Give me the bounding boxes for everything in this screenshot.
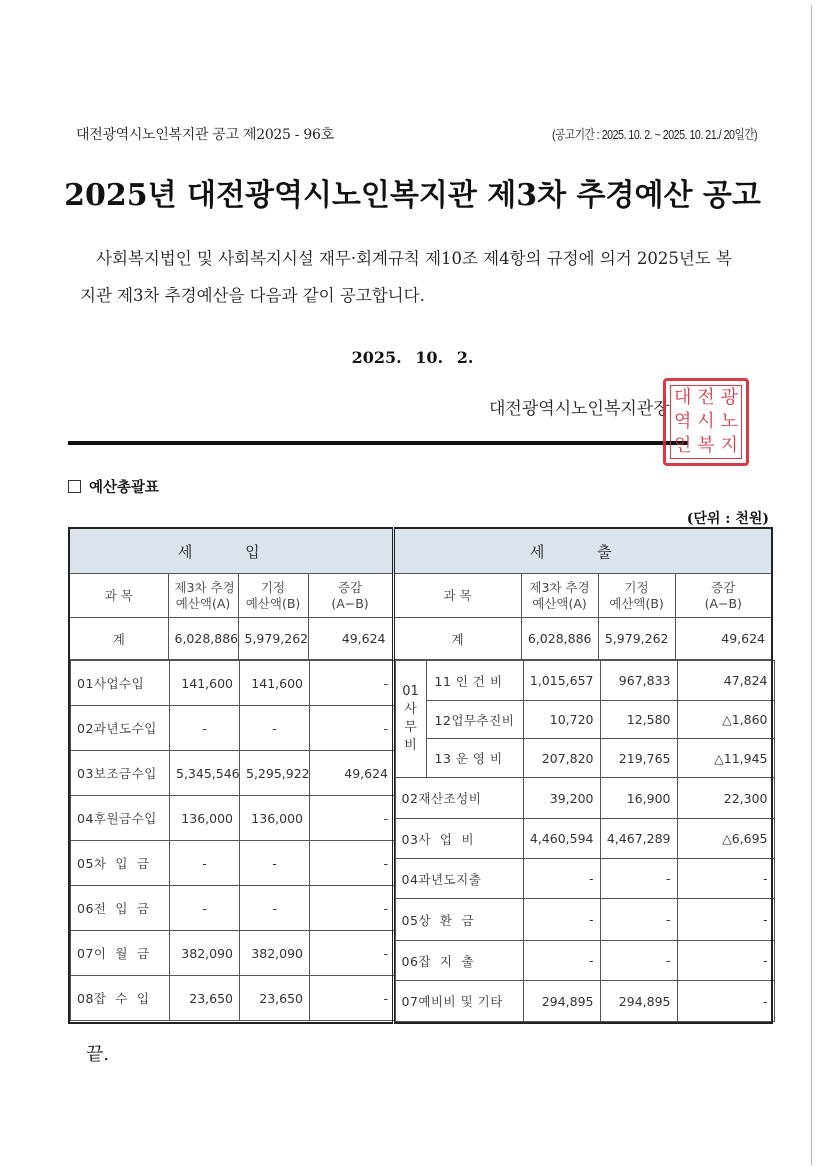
cell: 13 운 영 비 xyxy=(426,739,523,778)
col-diff: 증감 (A−B) xyxy=(308,574,393,618)
cell: - xyxy=(240,841,310,886)
cell: 02과년도수입 xyxy=(71,706,170,751)
cell: - xyxy=(240,706,310,751)
col-subject: 과 목 xyxy=(393,574,521,618)
cell: - xyxy=(170,841,240,886)
table-row xyxy=(71,886,395,931)
cell: 6,028,886 xyxy=(521,618,598,660)
cell: - xyxy=(170,886,240,931)
cell: 49,624 xyxy=(310,751,395,796)
cell: - xyxy=(310,706,395,751)
col-amount-a: 제3차 추경 예산액(A) xyxy=(168,574,238,618)
cell: 23,650 xyxy=(170,976,240,1021)
cell: 16,900 xyxy=(600,778,677,819)
table-row xyxy=(71,661,395,706)
budget-summary-table xyxy=(68,527,773,1024)
notice-period: (공고기간 : 2025. 10. 2. ~ 2025. 10. 21./ 20일간) xyxy=(551,127,757,142)
table-row xyxy=(71,931,395,976)
cell: 294,895 xyxy=(600,981,677,1022)
col-diff: 증감 (A−B) xyxy=(675,574,772,618)
cell: 07예비비 및 기타 xyxy=(395,981,523,1022)
revenue-header: 세 입 xyxy=(69,528,393,574)
table-row xyxy=(71,706,395,751)
official-seal-icon xyxy=(663,378,749,466)
cell: - xyxy=(310,931,395,976)
col-amount-b: 기정 예산액(B) xyxy=(598,574,675,618)
cell: 03사 업 비 xyxy=(395,819,523,859)
cell: - xyxy=(310,886,395,931)
cell: 967,833 xyxy=(600,661,677,701)
table-row xyxy=(395,661,774,701)
col-amount-a: 제3차 추경 예산액(A) xyxy=(521,574,598,618)
total-row xyxy=(69,618,772,660)
cell: 49,624 xyxy=(308,618,393,660)
table-column-header-row xyxy=(69,574,772,618)
cell: 11 인 건 비 xyxy=(426,661,523,701)
cell: - xyxy=(310,976,395,1021)
cell: 04과년도지출 xyxy=(395,859,523,899)
cell: 294,895 xyxy=(523,981,600,1022)
cell: - xyxy=(523,859,600,899)
cell: - xyxy=(310,661,395,706)
cell: - xyxy=(310,796,395,841)
notice-date: 2025. 10. 2. xyxy=(351,348,474,367)
cell: 1,015,657 xyxy=(523,661,600,701)
end-mark: 끝. xyxy=(86,1044,110,1065)
cell: 6,028,886 xyxy=(168,618,238,660)
table-row xyxy=(395,941,774,981)
table-row xyxy=(395,778,774,819)
col-subject: 과 목 xyxy=(69,574,168,618)
section-heading xyxy=(68,476,159,497)
page-title: 2025년 대전광역시노인복지관 제3차 추경예산 공고 xyxy=(64,178,761,213)
cell: 382,090 xyxy=(170,931,240,976)
cell: 08잡 수 입 xyxy=(71,976,170,1021)
table-row xyxy=(395,701,774,739)
cell: △1,860 xyxy=(677,701,774,739)
cell: 141,600 xyxy=(170,661,240,706)
cell: 06잡 지 출 xyxy=(395,941,523,981)
cell: 10,720 xyxy=(523,701,600,739)
header-divider xyxy=(68,441,688,445)
cell: - xyxy=(240,886,310,931)
total-label: 계 xyxy=(393,618,521,660)
cell: 12업무추진비 xyxy=(426,701,523,739)
seal-char: 광 xyxy=(720,387,739,408)
cell: - xyxy=(677,899,774,941)
table-row xyxy=(71,796,395,841)
cell: - xyxy=(600,859,677,899)
section-label: 예산총괄표 xyxy=(89,479,160,496)
cell: - xyxy=(677,859,774,899)
cell: 141,600 xyxy=(240,661,310,706)
cell: 07이 월 금 xyxy=(71,931,170,976)
cell: 207,820 xyxy=(523,739,600,778)
total-label: 계 xyxy=(69,618,168,660)
cell: 22,300 xyxy=(677,778,774,819)
cell: 23,650 xyxy=(240,976,310,1021)
seal-char: 전 xyxy=(697,387,715,408)
table-row xyxy=(395,819,774,859)
cell: - xyxy=(600,899,677,941)
seal-char: 시 xyxy=(697,411,715,432)
cell: - xyxy=(523,899,600,941)
table-row xyxy=(395,899,774,941)
cell: - xyxy=(677,941,774,981)
expense-header: 세 출 xyxy=(393,528,772,574)
cell: 136,000 xyxy=(240,796,310,841)
table-row xyxy=(71,976,395,1021)
cell: 5,979,262 xyxy=(238,618,308,660)
seal-char: 복 xyxy=(697,435,715,456)
cell: 47,824 xyxy=(677,661,774,701)
cell: 05상 환 금 xyxy=(395,899,523,941)
seal-char: 인 xyxy=(673,435,692,456)
signer-name: 대전광역시노인복지관장 xyxy=(489,399,670,419)
expense-body xyxy=(393,660,772,1024)
cell: 04후원금수입 xyxy=(71,796,170,841)
cell: 06전 입 금 xyxy=(71,886,170,931)
seal-char: 대 xyxy=(673,387,692,408)
cell: 05차 입 금 xyxy=(71,841,170,886)
table-row xyxy=(71,841,395,886)
cell: △11,945 xyxy=(677,739,774,778)
cell: 382,090 xyxy=(240,931,310,976)
cell: - xyxy=(310,841,395,886)
cell: 136,000 xyxy=(170,796,240,841)
unit-label: (단위 : 천원) xyxy=(686,511,769,527)
cell: 219,765 xyxy=(600,739,677,778)
cell: - xyxy=(170,706,240,751)
cell: 4,467,289 xyxy=(600,819,677,859)
notice-number: 대전광역시노인복지관 공고 제2025 - 96호 xyxy=(76,127,334,143)
square-bullet-icon xyxy=(68,480,81,493)
seal-char: 노 xyxy=(720,411,739,432)
cell: 03보조금수입 xyxy=(71,751,170,796)
notice-body: 사회복지법인 및 사회복지시설 재무·회계규칙 제10조 제4항의 규정에 의거 2025년도 복지관 제3차 추경예산을 다음과 같이 공고합니다. xyxy=(80,249,732,305)
seal-char: 지 xyxy=(720,435,739,456)
cell: 5,345,546 xyxy=(170,751,240,796)
cell: 39,200 xyxy=(523,778,600,819)
cell: 02재산조성비 xyxy=(395,778,523,819)
table-row xyxy=(71,751,395,796)
table-section-header-row xyxy=(69,528,772,574)
table-row xyxy=(395,981,774,1022)
cell: 12,580 xyxy=(600,701,677,739)
cell: 5,979,262 xyxy=(598,618,675,660)
seal-char: 역 xyxy=(673,411,692,432)
cell: 49,624 xyxy=(675,618,772,660)
cell: 4,460,594 xyxy=(523,819,600,859)
cell: △6,695 xyxy=(677,819,774,859)
table-row xyxy=(395,859,774,899)
cell: 5,295,922 xyxy=(240,751,310,796)
table-row xyxy=(395,739,774,778)
expense-group-label: 01 사 무 비 xyxy=(395,661,426,778)
cell: - xyxy=(600,941,677,981)
col-amount-b: 기정 예산액(B) xyxy=(238,574,308,618)
cell: - xyxy=(677,981,774,1022)
cell: - xyxy=(523,941,600,981)
revenue-body xyxy=(69,660,393,1024)
cell: 01사업수입 xyxy=(71,661,170,706)
